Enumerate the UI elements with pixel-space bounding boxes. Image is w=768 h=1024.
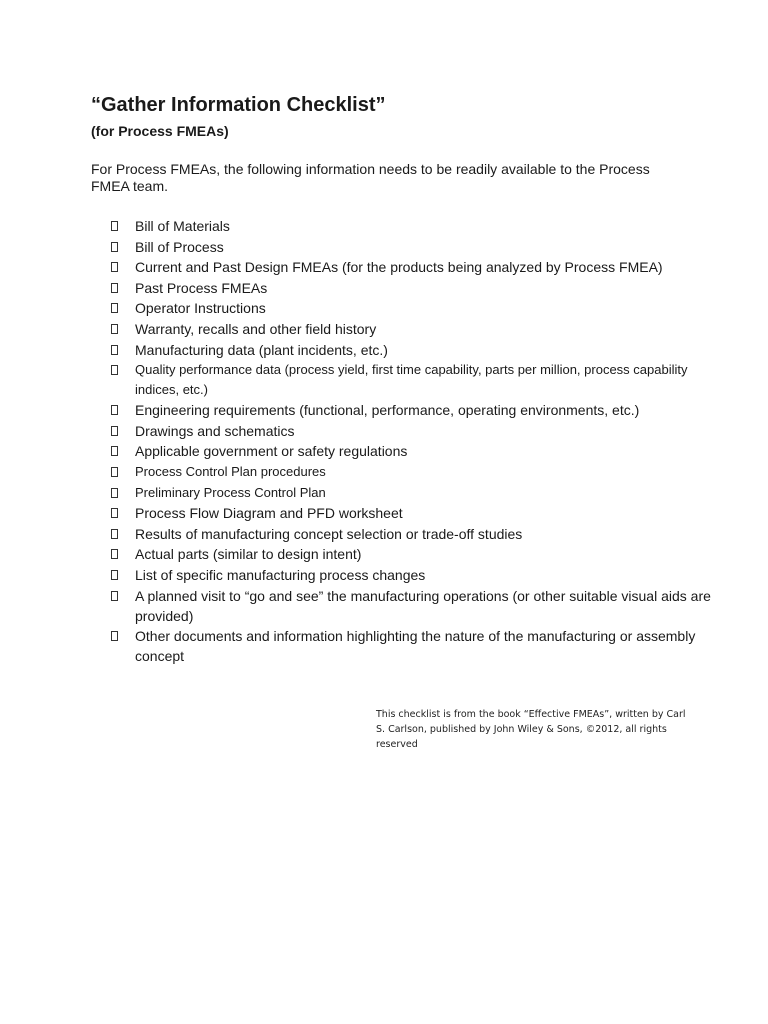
- checklist-item-label: Quality performance data (process yield, first time capability, parts per million, process capability indices, etc.): [135, 362, 688, 398]
- checklist-item-label: Engineering requirements (functional, performance, operating environments, etc.): [135, 402, 640, 419]
- checkbox-icon: [111, 262, 118, 272]
- checklist-item-label: Manufacturing data (plant incidents, etc.): [135, 341, 388, 358]
- checkbox-icon: [111, 591, 118, 601]
- checklist-item: [111, 278, 711, 299]
- checklist-item: [111, 360, 711, 400]
- document-subtitle: (for Process FMEAs): [91, 123, 229, 139]
- checklist-item: [111, 257, 711, 278]
- checklist-item: [111, 503, 711, 524]
- checklist-item-label: Past Process FMEAs: [135, 279, 268, 296]
- checkbox-icon: [111, 446, 118, 456]
- checkbox-icon: [111, 303, 118, 313]
- checklist-item: [111, 319, 711, 340]
- checklist-item-label: Process Control Plan procedures: [135, 463, 326, 479]
- checklist-item-label: Current and Past Design FMEAs (for the products being analyzed by Process FMEA): [135, 259, 663, 276]
- checkbox-icon: [111, 242, 118, 252]
- checklist-item: [111, 544, 711, 565]
- checkbox-icon: [111, 570, 118, 580]
- checklist-item-label: Bill of Materials: [135, 218, 230, 234]
- checkbox-icon: [111, 345, 118, 355]
- checklist-item: [111, 298, 711, 319]
- checklist-item-label: Drawings and schematics: [135, 422, 295, 439]
- checkbox-icon: [111, 426, 118, 436]
- checklist-item: [111, 462, 711, 483]
- checklist-item: [111, 483, 711, 504]
- checklist-item-label: Process Flow Diagram and PFD worksheet: [135, 505, 403, 522]
- checklist-item-label: A planned visit to “go and see” the manufacturing operations (or other suitable visual aids are provided): [135, 587, 711, 624]
- checklist-item: [111, 421, 711, 442]
- checklist-item-label: Operator Instructions: [135, 300, 266, 317]
- checkbox-icon: [111, 508, 118, 518]
- checklist-item: [111, 216, 711, 237]
- checklist-item-label: Warranty, recalls and other field history: [135, 320, 377, 337]
- checkbox-icon: [111, 488, 118, 498]
- document-title: “Gather Information Checklist”: [91, 94, 386, 116]
- checkbox-icon: [111, 631, 118, 641]
- checklist-item-label: Other documents and information highlighting the nature of the manufacturing or assembly concept: [135, 627, 696, 664]
- checkbox-icon: [111, 549, 118, 559]
- checklist-item: [111, 586, 711, 626]
- checklist-item-label: Applicable government or safety regulations: [135, 443, 408, 460]
- checkbox-icon: [111, 405, 118, 415]
- checkbox-icon: [111, 467, 118, 477]
- checkbox-icon: [111, 221, 118, 231]
- checklist-item: [111, 237, 711, 258]
- checklist-item: [111, 524, 711, 545]
- checklist-item-label: List of specific manufacturing process changes: [135, 566, 426, 583]
- checkbox-icon: [111, 324, 118, 334]
- intro-paragraph: For Process FMEAs, the following information needs to be readily available to the Process FMEA team.: [91, 161, 650, 194]
- checkbox-icon: [111, 283, 118, 293]
- checklist-item: [111, 565, 711, 586]
- checkbox-icon: [111, 365, 118, 375]
- checklist-item-label: Results of manufacturing concept selection or trade-off studies: [135, 525, 523, 542]
- checklist: [111, 216, 711, 666]
- checklist-item-label: Bill of Process: [135, 238, 224, 255]
- checkbox-icon: [111, 529, 118, 539]
- checklist-item: [111, 340, 711, 361]
- checklist-item-label: Actual parts (similar to design intent): [135, 546, 362, 563]
- checklist-item: [111, 400, 711, 421]
- checklist-item: [111, 441, 711, 462]
- source-attribution-note: This checklist is from the book “Effective FMEAs”, written by Carl S. Carlson, published by John Wiley & Sons, ©2012, all rights reserved: [376, 709, 686, 750]
- checklist-item-label: Preliminary Process Control Plan: [135, 484, 326, 500]
- checklist-item: [111, 626, 711, 666]
